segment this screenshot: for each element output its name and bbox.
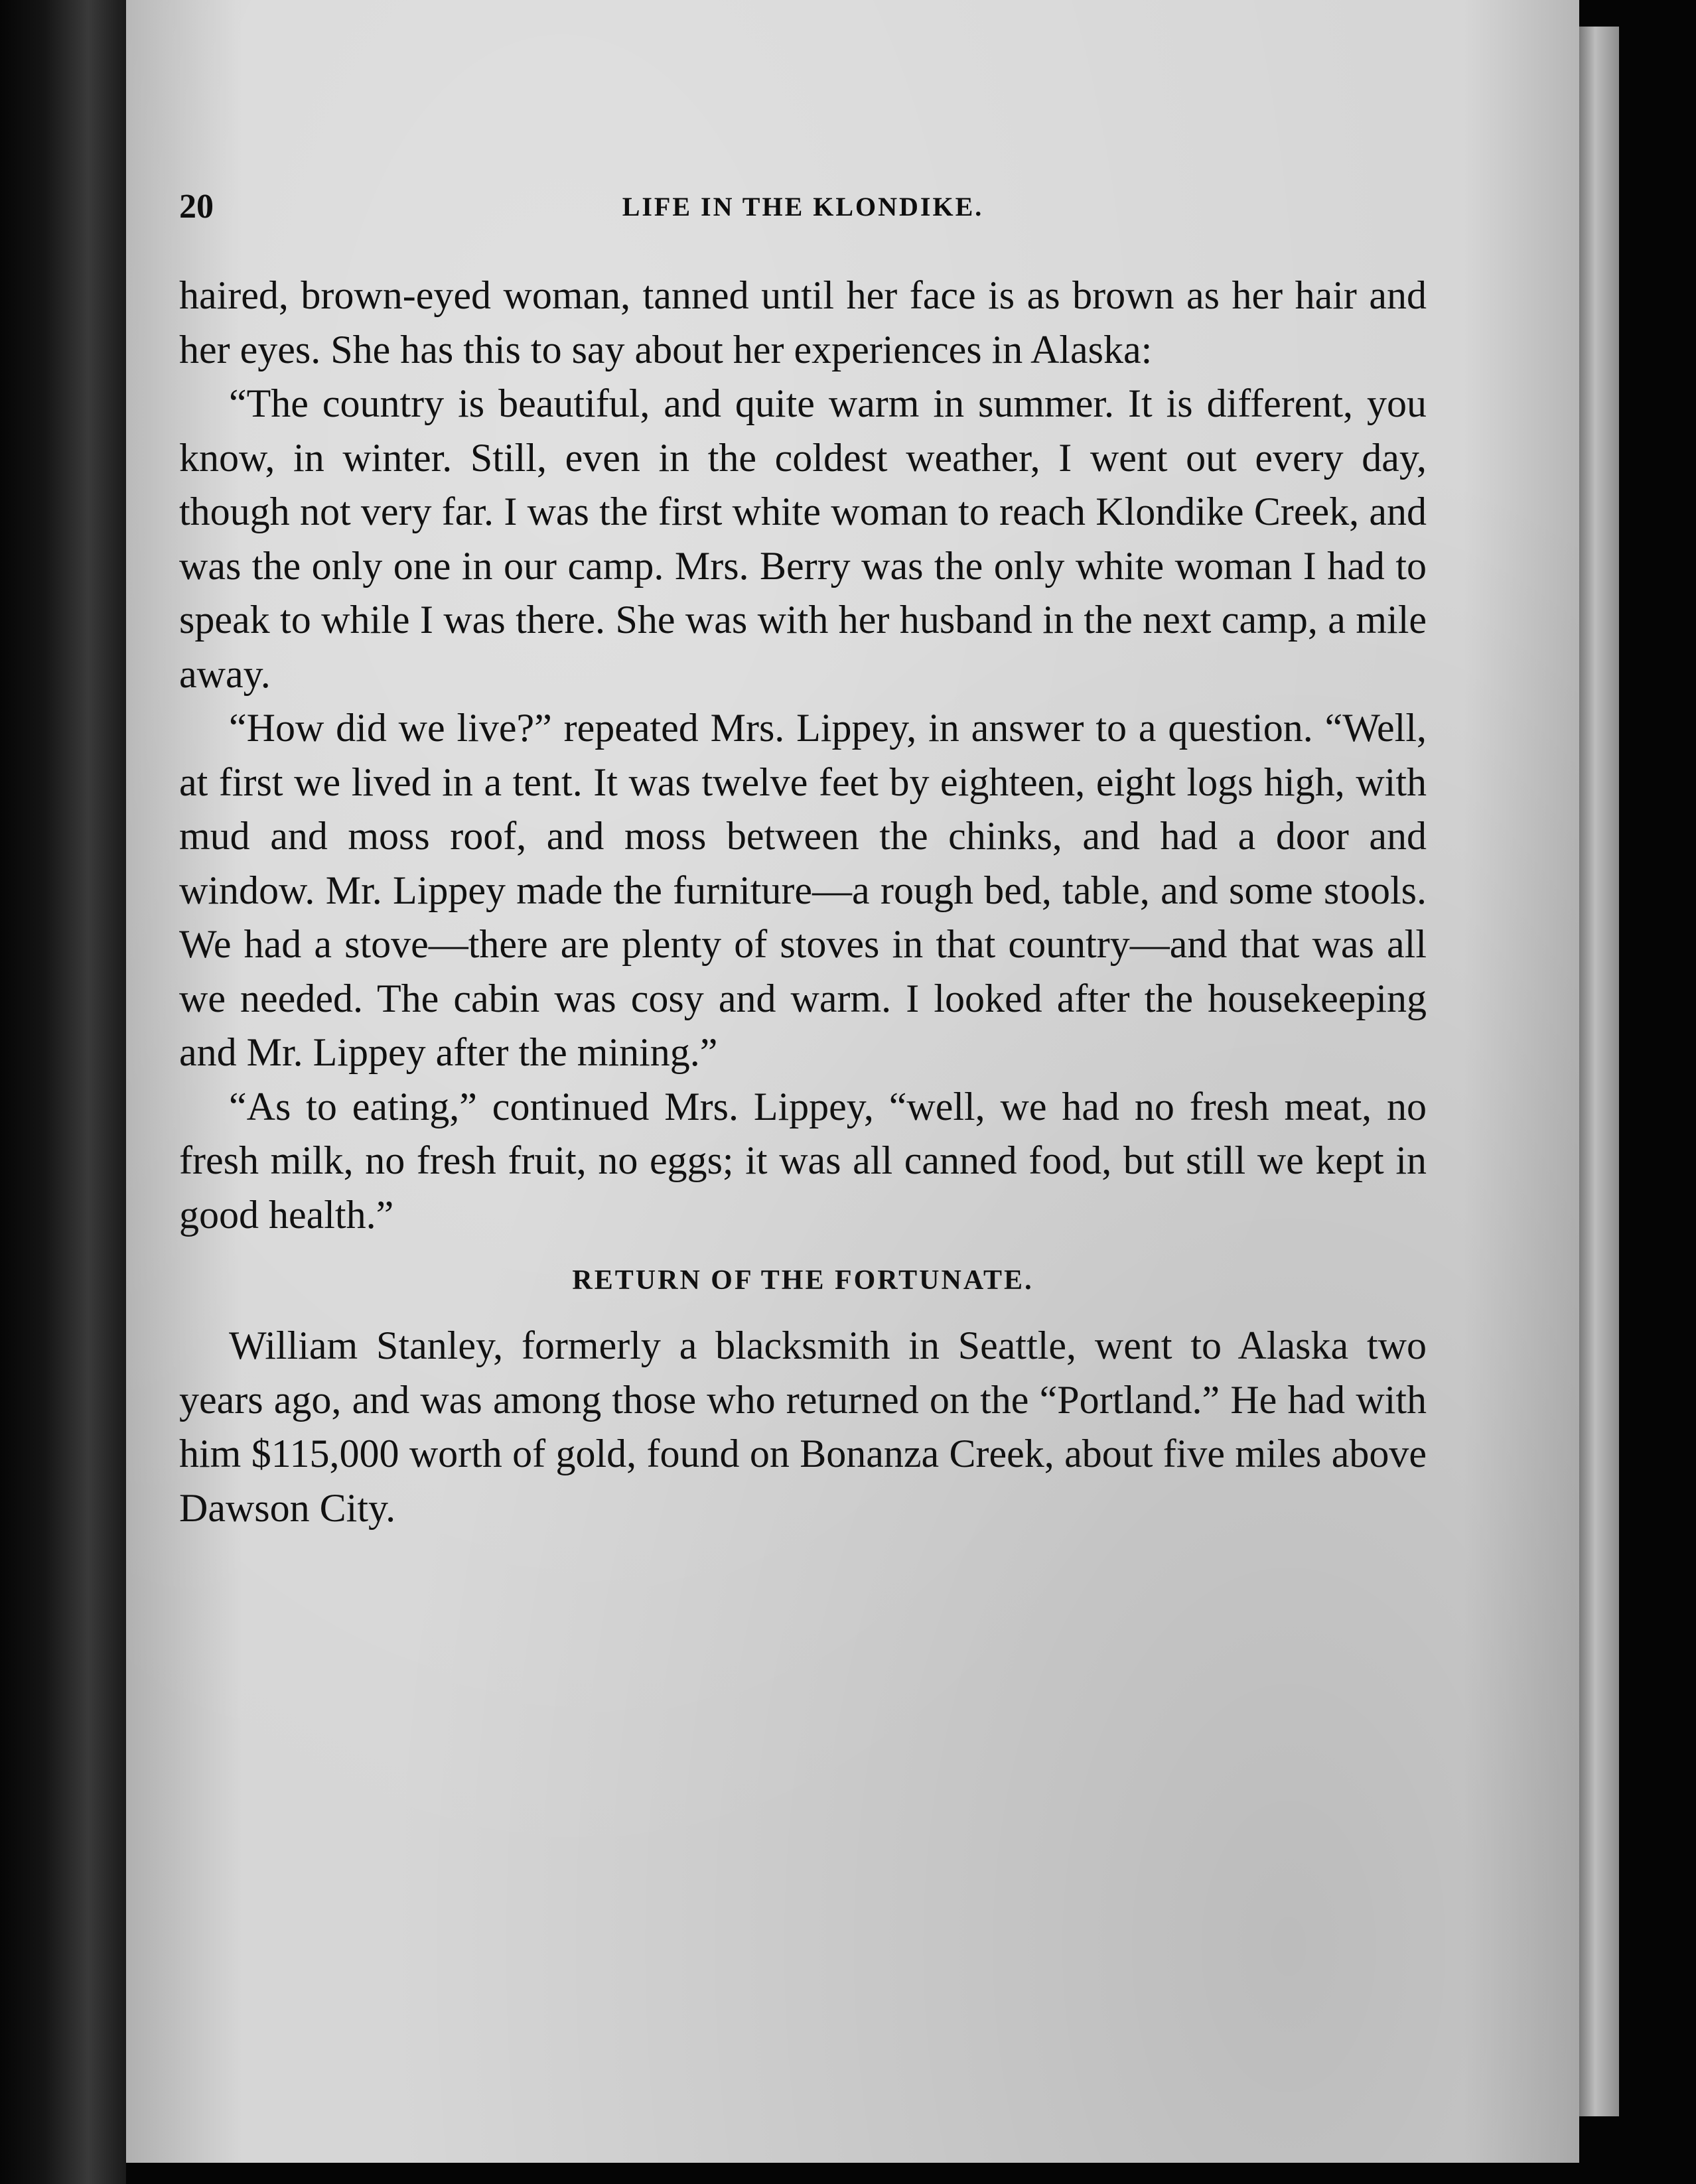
section-heading: RETURN OF THE FORTUNATE. (572, 1265, 1034, 1296)
page-body (179, 269, 1427, 1535)
paragraph: “As to eating,” continued Mrs. Lippey, “well, we had no fresh meat, no fresh milk, no fresh fruit, no eggs; it was all canned food, but still we kept in good health.” (179, 1084, 1427, 1237)
page-edge (1579, 27, 1619, 2116)
book-binding-edge (0, 0, 126, 2184)
page-number: 20 (179, 188, 214, 226)
paragraph: “The country is beautiful, and quite warm in summer. It is different, you know, in winter. Still, even in the coldest weather, I went out every day, though not very far. I was the first white woman to reach Klondike Creek, and was the only one in our camp. Mrs. Berry was the only white woman I had to speak to while I was there. She was with her husband in the next camp, a mile away. (179, 381, 1427, 696)
paragraph: William Stanley, formerly a blacksmith in Seattle, went to Alaska two years ago, and was among those who returned on the “Portland.” He had with him $115,000 worth of gold, found on Bonanza Creek, about five miles above Dawson City. (179, 1324, 1427, 1530)
running-head: LIFE IN THE KLONDIKE. (622, 192, 984, 222)
page-header (179, 187, 1427, 240)
paragraph: “How did we live?” repeated Mrs. Lippey, in answer to a question. “Well, at first we lived in a tent. It was twelve feet by eighteen, eight logs high, with mud and moss roof, and moss between the chinks, and had a door and window. Mr. Lippey made the furniture—a rough bed, table, and some stools. We had a stove—there are plenty of stoves in that country—and that was all we needed. The cabin was cosy and warm. I looked after the housekeeping and Mr. Lippey after the mining.” (179, 706, 1427, 1074)
paragraph: haired, brown-eyed woman, tanned until her face is as brown as her hair and her eyes. She has this to say about her experiences in Alaska: (179, 273, 1427, 372)
